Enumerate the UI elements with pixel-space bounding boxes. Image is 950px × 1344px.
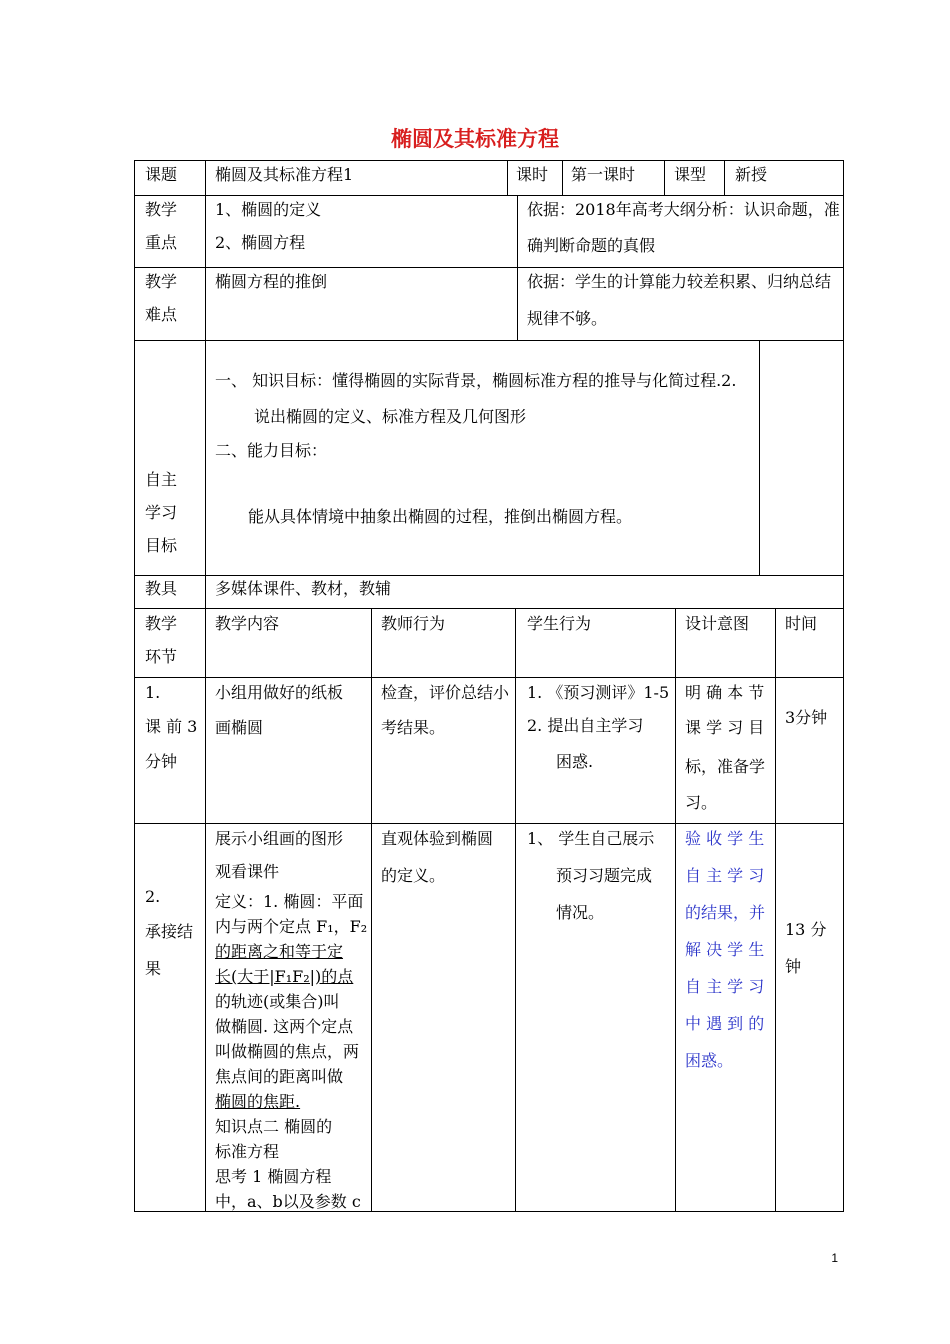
phase2-intent-1: 验 收 学 生 [685,829,765,848]
phase1-stage-3: 分钟 [145,752,178,771]
col-content-header: 教学内容 [215,614,280,633]
phase2-student-3: 情况。 [556,903,605,922]
phase2-content-1: 展示小组画的图形 [215,829,344,848]
phase2-intent-2: 自 主 学 习 [685,866,765,885]
phase2-content-11: 椭圆的焦距. [215,1092,301,1111]
hours-label: 课时 [516,165,549,184]
phase1-student-3: 困惑. [556,752,594,771]
phase2-content-5: 的距离之和等于定 [215,942,344,961]
phase2-content-3: 定义：1. 椭圆：平面 [215,892,364,911]
phase1-student-2: 2. 提出自主学习 [527,716,644,735]
phase2-content-15: 中，a、b以及参数 c [215,1192,361,1211]
phase2-time-2: 钟 [785,957,802,976]
document-title: 椭圆及其标准方程 [391,127,559,151]
phase1-intent-3: 标，准备学 [685,757,766,776]
topic-value: 椭圆及其标准方程1 [215,165,354,184]
col-intent-header: 设计意图 [685,614,750,633]
focus-item-2: 2、椭圆方程 [215,233,306,252]
focus-basis-1: 依据：2018年高考大纲分析：认识命题，准 [527,200,840,219]
phase2-content-13: 标准方程 [215,1142,280,1161]
phase2-content-6: 长(大于|F₁F₂|)的点 [215,967,354,986]
difficulty-header-2: 难点 [145,305,178,324]
focus-item-1: 1、椭圆的定义 [215,200,322,219]
ability-goal-label: 二、能力目标： [215,441,328,460]
phase2-intent-6: 中 遇 到 的 [685,1014,765,1033]
difficulty-item: 椭圆方程的推倒 [215,272,328,291]
phase2-time-1: 13 分 [785,920,827,939]
phase1-student-1: 1. 《预习测评》1-5 [527,683,670,702]
phase2-content-9: 叫做椭圆的焦点，两 [215,1042,360,1061]
topic-header: 课题 [145,165,178,184]
phase2-content-12: 知识点二 椭圆的 [215,1117,333,1136]
difficulty-basis-1: 依据：学生的计算能力较差积累、归纳总结 [527,272,832,291]
phase2-stage-2: 承接结 [145,922,194,941]
phase1-time: 3分钟 [785,708,828,727]
phase2-intent-3: 的结果，并 [685,903,766,922]
col-time-header: 时间 [785,614,818,633]
col-student-header: 学生行为 [527,614,592,633]
phase2-content-4: 内与两个定点 F₁，F₂ [215,917,368,936]
knowledge-goal-cont: 说出椭圆的定义、标准方程及几何图形 [254,407,527,426]
tools-value: 多媒体课件、教材，教辅 [215,579,392,598]
focus-header-2: 重点 [145,233,178,252]
phase1-teacher-2: 考结果。 [381,718,446,737]
focus-header-1: 教学 [145,200,178,219]
phase2-intent-5: 自 主 学 习 [685,977,765,996]
phase1-content-2: 画椭圆 [215,718,264,737]
difficulty-header-1: 教学 [145,272,178,291]
ability-goal: 能从具体情境中抽象出椭圆的过程，推倒出椭圆方程。 [248,507,633,526]
phase2-intent-7: 困惑。 [685,1051,734,1070]
phase2-content-2: 观看课件 [215,862,280,881]
page-number: 1 [831,1251,838,1265]
type-label: 课型 [674,165,707,184]
goals-header-2: 学习 [145,503,178,522]
phase1-content-1: 小组用做好的纸板 [215,683,344,702]
phase1-intent-2: 课 学 习 目 [685,718,765,737]
phase1-intent-4: 习。 [685,793,718,812]
phase2-student-2: 预习习题完成 [556,866,653,885]
phase2-content-8: 做椭圆. 这两个定点 [215,1017,354,1036]
phase2-stage-1: 2. [145,887,161,906]
type-value: 新授 [735,165,768,184]
goals-header-3: 目标 [145,536,178,555]
phase1-stage-1: 1. [145,683,161,702]
goals-header-1: 自主 [145,470,178,489]
knowledge-goal: 一、 知识目标：懂得椭圆的实际背景，椭圆标准方程的推导与化简过程.2. [215,371,737,390]
phase2-content-7: 的轨迹(或集合)叫 [215,992,340,1011]
phase-header-1: 教学 [145,614,178,633]
phase-header-2: 环节 [145,647,178,666]
col-teacher-header: 教师行为 [381,614,446,633]
phase1-teacher-1: 检查，评价总结小 [381,683,510,702]
difficulty-basis-2: 规律不够。 [527,309,608,328]
tools-header: 教具 [145,579,178,598]
phase2-stage-3: 果 [145,959,162,978]
phase2-intent-4: 解 决 学 生 [685,940,765,959]
phase1-stage-2: 课 前 3 [145,717,198,736]
phase2-teacher-2: 的定义。 [381,866,446,885]
phase1-intent-1: 明 确 本 节 [685,683,765,702]
hours-value: 第一课时 [571,165,636,184]
phase2-student-1: 1、 学生自己展示 [527,829,655,848]
phase2-content-14: 思考 1 椭圆方程 [215,1167,332,1186]
phase2-teacher-1: 直观体验到椭圆 [381,829,494,848]
focus-basis-2: 确判断命题的真假 [527,236,656,255]
phase2-content-10: 焦点间的距离叫做 [215,1067,344,1086]
